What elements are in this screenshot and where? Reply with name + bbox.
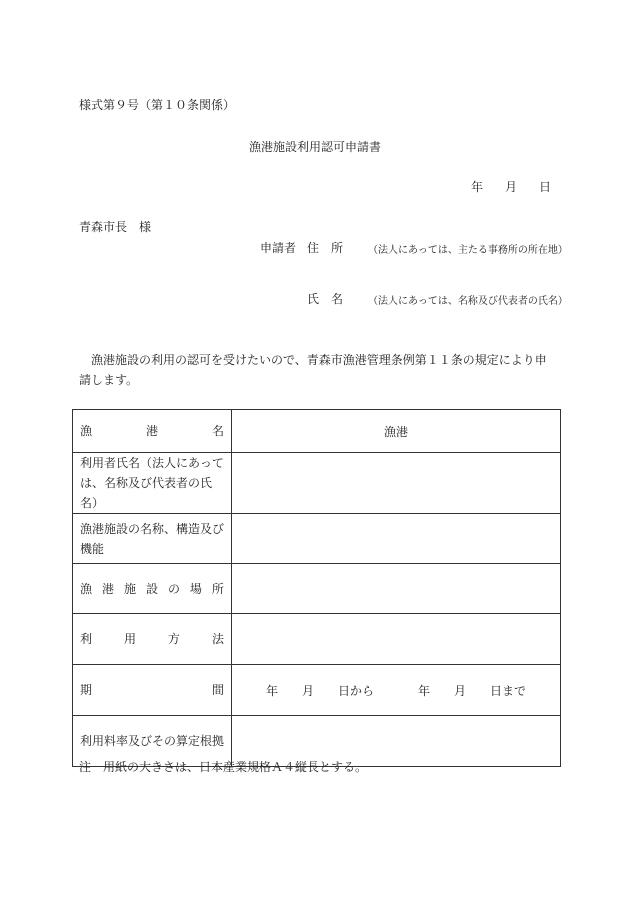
- label-char: 名: [211, 424, 224, 438]
- label-char: 港: [145, 424, 158, 438]
- usage-method-field[interactable]: [232, 614, 561, 665]
- period-to-day: 日まで: [490, 683, 527, 698]
- date-day: 日: [538, 180, 551, 194]
- name-label: 氏 名: [307, 292, 344, 306]
- row-label-fee-basis: 利用料率及びその算定根拠: [73, 716, 232, 767]
- port-name-field[interactable]: 漁港: [232, 410, 561, 453]
- label-char: 港: [101, 581, 114, 596]
- label-char: 利: [80, 632, 93, 646]
- applicant-label: 申請者: [260, 241, 297, 255]
- date-year: 年: [471, 180, 484, 194]
- label-char: 方: [167, 632, 180, 646]
- row-label-period: [73, 665, 232, 716]
- date-line: [471, 178, 551, 195]
- table-row: [73, 564, 561, 614]
- application-table: [72, 409, 561, 767]
- document-title: 漁港施設利用認可申請書: [248, 140, 381, 154]
- facility-name-field[interactable]: [232, 514, 561, 564]
- period-values: [239, 682, 553, 699]
- period-from-day: 日から: [337, 683, 374, 698]
- period-to-month: 月: [454, 683, 467, 698]
- label-char: 用: [123, 632, 136, 646]
- period-from-month: 月: [301, 683, 314, 698]
- user-name-field[interactable]: [232, 453, 561, 514]
- footnote: 注 用紙の大きさは、日本産業規格Ａ４縦長とする。: [79, 760, 368, 774]
- form-number: 様式第９号（第１０条関係）: [79, 98, 236, 112]
- usage-label-spread: [80, 629, 224, 649]
- table-row: [73, 665, 561, 716]
- row-label-facility-location: [73, 564, 232, 614]
- label-char: 漁: [80, 424, 93, 438]
- period-field[interactable]: [232, 665, 561, 716]
- label-char: 間: [211, 683, 224, 697]
- label-char: 設: [145, 581, 158, 596]
- table-row: [73, 514, 561, 564]
- label-char: 所: [211, 581, 224, 596]
- name-note: （法人にあっては、名称及び代表者の氏名）: [368, 296, 568, 307]
- row-label-user-name: 利用者氏名（法人にあっては、名称及び代表者の氏名）: [73, 453, 232, 514]
- label-char: 漁: [80, 581, 93, 596]
- table-row: [73, 614, 561, 665]
- addressee: 青森市長 様: [79, 220, 152, 234]
- location-label-spread: [80, 579, 224, 599]
- port-name-label-spread: [80, 421, 224, 441]
- address-note: （法人にあっては、主たる事務所の所在地）: [368, 245, 568, 256]
- application-statement: 漁港施設の利用の認可を受けたいので、青森市漁港管理条例第１１条の規定により申請します。: [79, 353, 547, 387]
- facility-location-field[interactable]: [232, 564, 561, 614]
- period-from-year: 年: [265, 683, 278, 698]
- period-label-spread: [80, 680, 224, 700]
- table-row: [73, 453, 561, 514]
- row-label-usage-method: [73, 614, 232, 665]
- row-label-port-name: [73, 410, 232, 453]
- period-to-year: 年: [418, 683, 431, 698]
- label-char: 場: [189, 581, 202, 596]
- label-char: 期: [80, 683, 93, 697]
- label-char: の: [167, 581, 180, 596]
- label-char: 法: [211, 632, 224, 646]
- label-char: 施: [123, 581, 136, 596]
- date-month: 月: [504, 180, 517, 194]
- row-label-facility-name: 漁港施設の名称、構造及び機能: [73, 514, 232, 564]
- address-label: 住 所: [307, 241, 344, 255]
- table-row: [73, 410, 561, 453]
